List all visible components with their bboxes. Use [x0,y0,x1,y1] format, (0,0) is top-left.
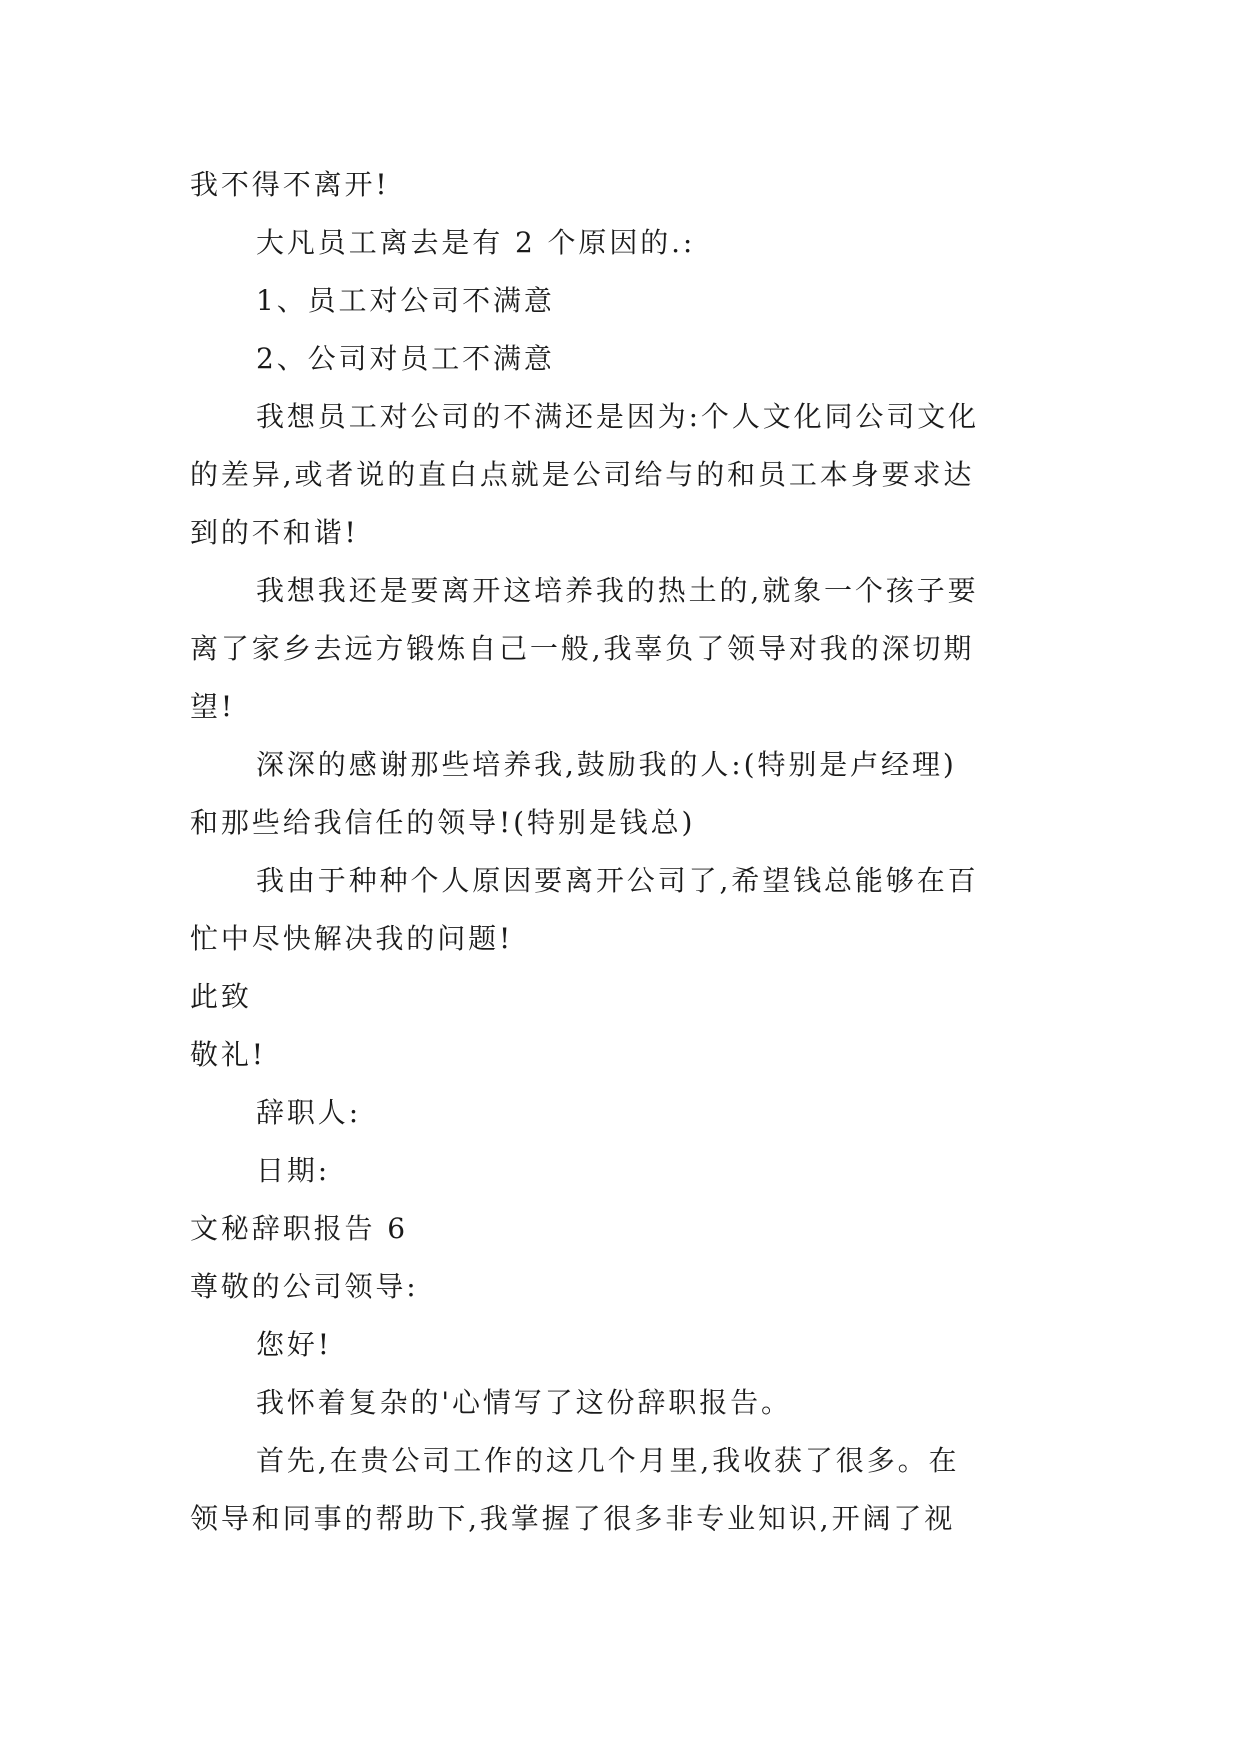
date-label: 日期: [256,1154,331,1187]
text-line: 首先,在贵公司工作的这几个月里,我收获了很多。在 [256,1444,960,1477]
text-line: 我怀着复杂的'心情写了这份辞职报告。 [256,1386,792,1419]
section-title: 文秘辞职报告 6 [190,1212,408,1245]
text-line: 和那些给我信任的领导!(特别是钱总) [190,806,696,839]
greeting: 您好! [256,1328,332,1361]
text-line: 领导和同事的帮助下,我掌握了很多非专业知识,开阔了视 [190,1502,956,1535]
text-line: 我不得不离开! [190,168,390,201]
text-line: 深深的感谢那些培养我,鼓励我的人:(特别是卢经理) [256,748,957,781]
text-line: 离了家乡去远方锻炼自己一般,我辜负了领导对我的深切期 [190,632,975,665]
closing-line: 敬礼! [190,1038,266,1071]
document-body [190,156,1070,1548]
text-line: 我由于种种个人原因要离开公司了,希望钱总能够在百 [256,864,979,897]
text-line: 大凡员工离去是有 2 个原因的.: [256,226,696,259]
text-line: 的差异,或者说的直白点就是公司给与的和员工本身要求达 [190,458,975,491]
closing-line: 此致 [190,980,252,1013]
text-line: 我想员工对公司的不满还是因为:个人文化同公司文化 [256,400,980,433]
text-line: 到的不和谐! [190,516,359,549]
salutation: 尊敬的公司领导: [190,1270,419,1303]
text-line: 我想我还是要离开这培养我的热土的,就象一个孩子要 [256,574,979,607]
list-item: 2、公司对员工不满意 [256,342,555,375]
list-item: 1、员工对公司不满意 [256,284,555,317]
text-line: 忙中尽快解决我的问题! [190,922,514,955]
signature-label: 辞职人: [256,1096,362,1129]
text-line: 望! [190,690,236,723]
